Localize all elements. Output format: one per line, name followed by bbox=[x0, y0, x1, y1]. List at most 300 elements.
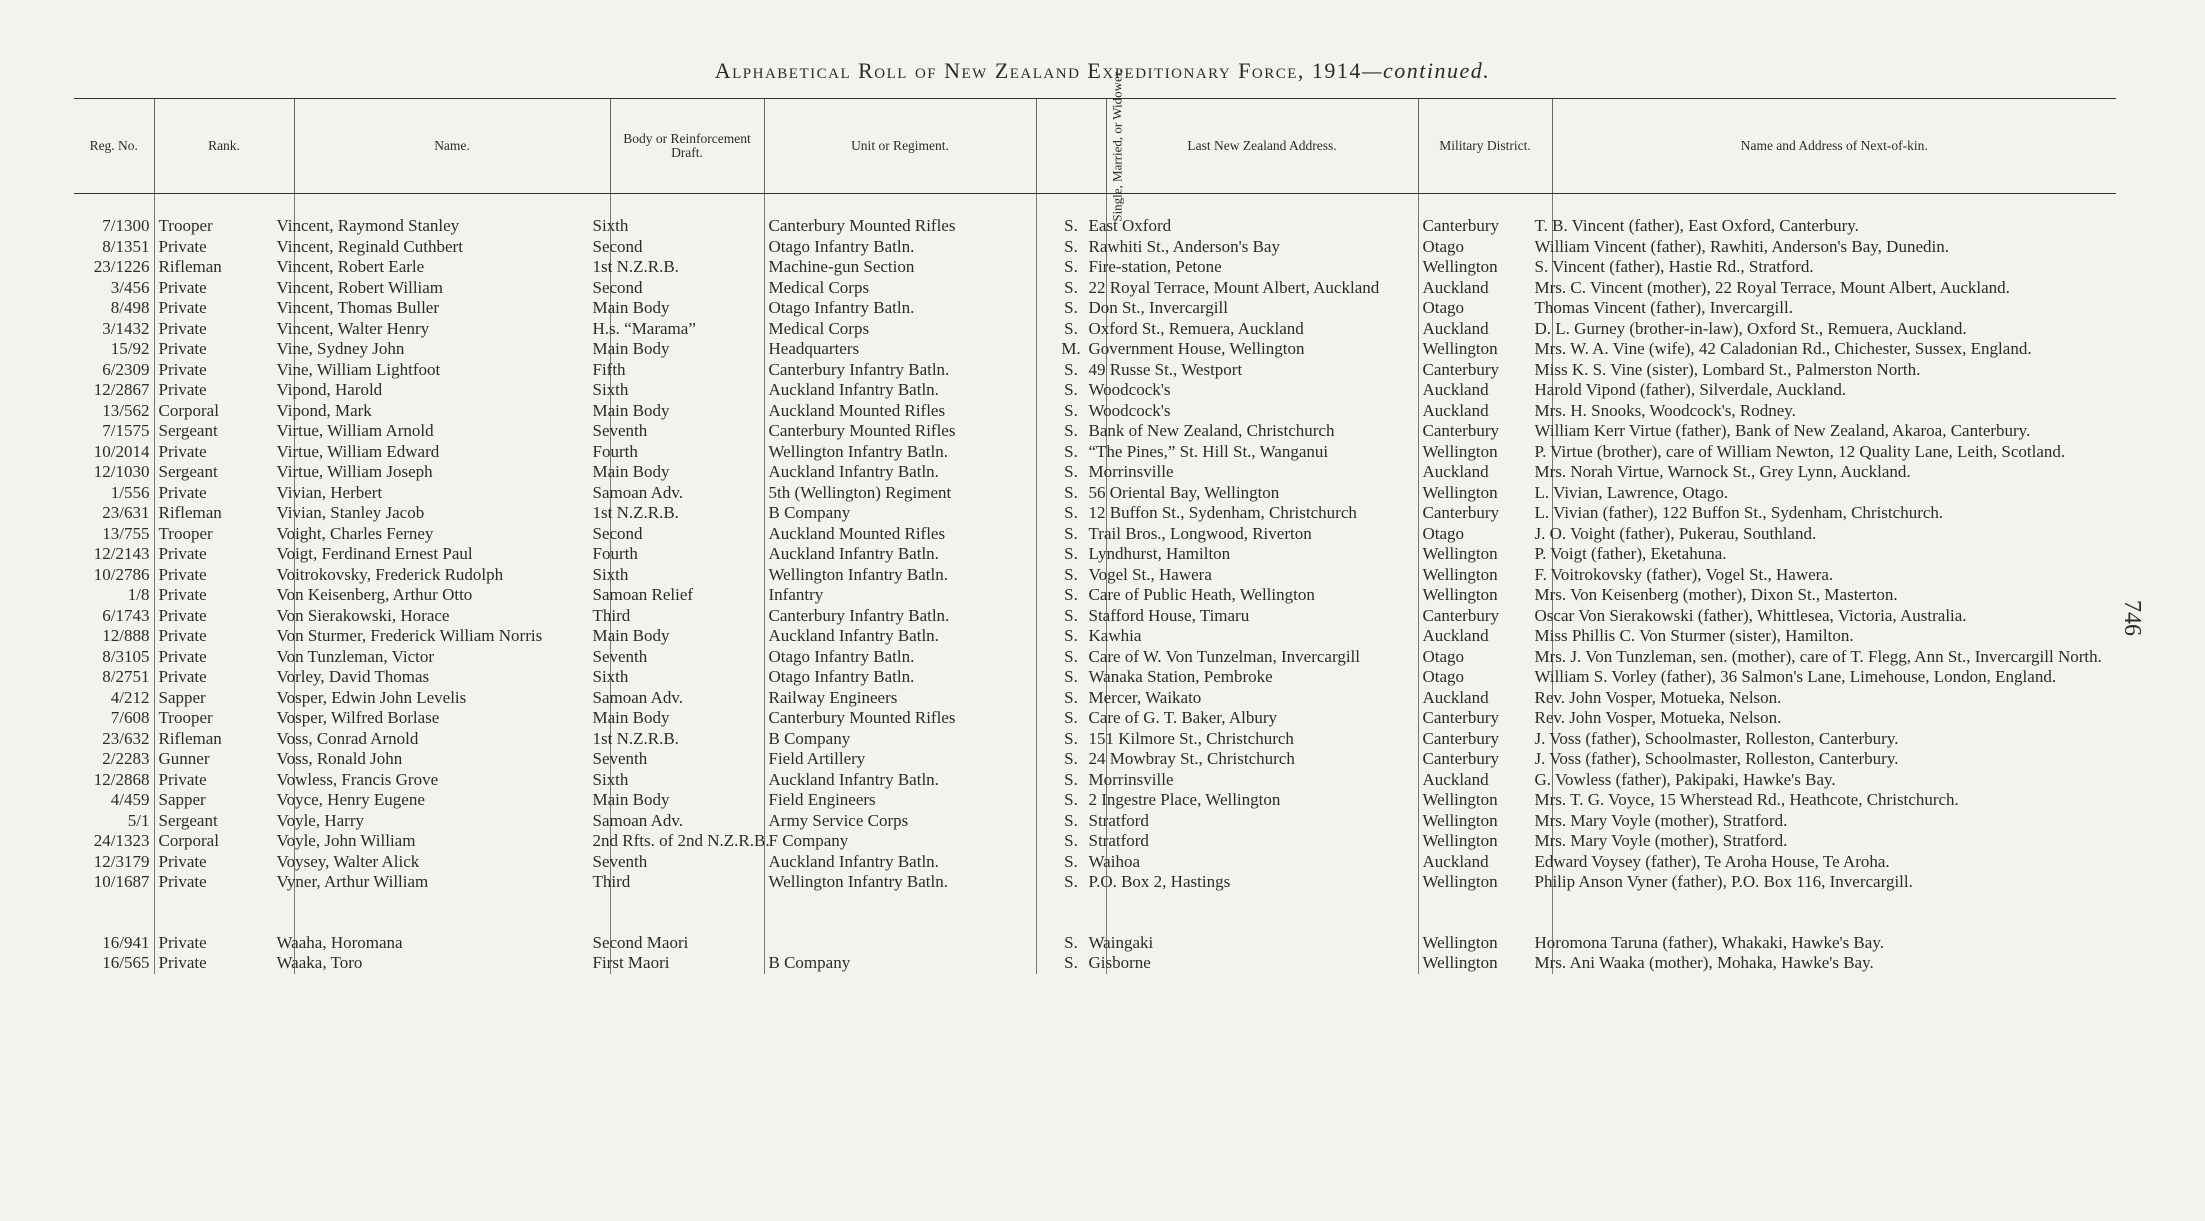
cell-body: 2nd Rfts. of 2nd N.Z.R.B. bbox=[592, 831, 770, 850]
cell-ms: S. bbox=[1036, 626, 1106, 647]
cell-name: Voss, Conrad Arnold bbox=[294, 729, 610, 750]
cell-reg: 4/212 bbox=[110, 687, 150, 707]
cell-reg: 15/92 bbox=[110, 339, 150, 358]
cell-body: Sixth bbox=[610, 565, 764, 586]
cell-body: Third bbox=[610, 606, 764, 627]
table-row bbox=[74, 953, 2116, 974]
cell-address: Rawhiti St., Anderson's Bay bbox=[1106, 237, 1418, 258]
cell-district: Auckland bbox=[1418, 688, 1552, 709]
cell-unit: Railway Engineers bbox=[764, 688, 1036, 709]
table-row bbox=[74, 339, 2116, 360]
cell-unit: Canterbury Mounted Rifles bbox=[764, 421, 1036, 442]
cell-body: Sixth bbox=[610, 667, 764, 688]
cell-body: 1st N.Z.R.B. bbox=[610, 503, 764, 524]
cell-district: Wellington bbox=[1418, 585, 1552, 606]
cell-reg: 12/2867 bbox=[93, 380, 150, 399]
cell-reg: 12/2143 bbox=[93, 544, 150, 563]
cell-kin: Oscar Von Sierakowski (father), Whittlesea, Victoria, Australia. bbox=[1552, 606, 2116, 627]
cell-ms: S. bbox=[1036, 770, 1106, 791]
cell-unit: Auckland Infantry Batln. bbox=[764, 544, 1036, 565]
table-row bbox=[74, 708, 2116, 729]
cell-address: 56 Oriental Bay, Wellington bbox=[1106, 483, 1418, 504]
table-row bbox=[74, 503, 2116, 524]
page-number: 746 bbox=[2119, 600, 2145, 636]
cell-kin: William Kerr Virtue (father), Bank of New Zealand, Akaroa, Canterbury. bbox=[1552, 421, 2116, 442]
cell-reg: 2/2283 bbox=[102, 749, 150, 768]
cell-rank: Private bbox=[154, 626, 294, 647]
cell-unit: Otago Infantry Batln. bbox=[764, 647, 1036, 668]
cell-body: Seventh bbox=[610, 852, 764, 873]
cell-rank: Private bbox=[154, 483, 294, 504]
cell-unit: Canterbury Mounted Rifles bbox=[764, 216, 1036, 237]
cell-ms: S. bbox=[1036, 380, 1106, 401]
cell-body: Samoan Adv. bbox=[610, 688, 764, 709]
cell-kin: Mrs. W. A. Vine (wife), 42 Caladonian Rd., Chichester, Sussex, England. bbox=[1552, 339, 2116, 360]
cell-reg: 4/459 bbox=[110, 790, 150, 809]
cell-kin: Rev. John Vosper, Motueka, Nelson. bbox=[1552, 688, 2116, 709]
table-row bbox=[74, 626, 2116, 647]
cell-body: Samoan Adv. bbox=[610, 483, 764, 504]
table-row bbox=[74, 298, 2116, 319]
cell-address: Don St., Invercargill bbox=[1106, 298, 1418, 319]
cell-reg: 5/1 bbox=[127, 810, 150, 830]
cell-reg: 23/631 bbox=[102, 503, 150, 522]
header-kin: Name and Address of Next-of-kin. bbox=[1552, 99, 2116, 194]
header-reg: Reg. No. bbox=[74, 99, 154, 194]
cell-ms: S. bbox=[1036, 852, 1106, 873]
cell-kin: P. Virtue (brother), care of William Newton, 12 Quality Lane, Leith, Scotland. bbox=[1552, 442, 2116, 463]
cell-kin: William S. Vorley (father), 36 Salmon's Lane, Limehouse, London, England. bbox=[1552, 667, 2116, 688]
cell-address: Vogel St., Hawera bbox=[1106, 565, 1418, 586]
cell-reg: 3/1432 bbox=[102, 318, 150, 338]
cell-unit: Canterbury Infantry Batln. bbox=[764, 606, 1036, 627]
table-row bbox=[74, 770, 2116, 791]
cell-name: Voss, Ronald John bbox=[294, 749, 610, 770]
cell-district: Canterbury bbox=[1418, 729, 1552, 750]
cell-unit: Wellington Infantry Batln. bbox=[764, 872, 1036, 893]
cell-rank: Private bbox=[154, 339, 294, 360]
cell-address: Wanaka Station, Pembroke bbox=[1106, 667, 1418, 688]
cell-district: Auckland bbox=[1418, 401, 1552, 422]
cell-unit: Auckland Mounted Rifles bbox=[764, 401, 1036, 422]
cell-reg: 16/941 bbox=[102, 932, 150, 952]
cell-address: 22 Royal Terrace, Mount Albert, Auckland bbox=[1106, 278, 1418, 299]
cell-name: Vowless, Francis Grove bbox=[294, 770, 610, 791]
cell-address: Gisborne bbox=[1106, 953, 1418, 974]
cell-district: Canterbury bbox=[1418, 606, 1552, 627]
cell-reg: 8/2751 bbox=[102, 667, 150, 686]
cell-address: Fire-station, Petone bbox=[1106, 257, 1418, 278]
header-row bbox=[74, 99, 2116, 194]
cell-unit: B Company bbox=[764, 953, 1036, 974]
cell-district: Wellington bbox=[1418, 544, 1552, 565]
cell-kin: J. Voss (father), Schoolmaster, Rolleston, Canterbury. bbox=[1552, 729, 2116, 750]
cell-rank: Private bbox=[154, 647, 294, 668]
table-row bbox=[74, 811, 2116, 832]
cell-kin: Mrs. Ani Waaka (mother), Mohaka, Hawke's Bay. bbox=[1552, 953, 2116, 974]
cell-unit: Auckland Infantry Batln. bbox=[764, 770, 1036, 791]
table-row bbox=[74, 729, 2116, 750]
cell-rank: Private bbox=[154, 278, 294, 299]
table-row bbox=[74, 462, 2116, 483]
cell-address: Trail Bros., Longwood, Riverton bbox=[1106, 524, 1418, 545]
cell-reg: 8/3105 bbox=[102, 646, 150, 666]
cell-body: Third bbox=[610, 872, 764, 893]
cell-rank: Private bbox=[154, 442, 294, 463]
cell-unit: B Company bbox=[764, 729, 1036, 750]
cell-rank: Private bbox=[154, 237, 294, 258]
cell-ms: S. bbox=[1036, 749, 1106, 770]
cell-name: Vincent, Reginald Cuthbert bbox=[294, 237, 610, 258]
cell-rank: Sapper bbox=[154, 790, 294, 811]
cell-rank: Private bbox=[154, 380, 294, 401]
table-row bbox=[74, 216, 2116, 237]
cell-reg: 8/498 bbox=[110, 298, 150, 317]
cell-unit: Wellington Infantry Batln. bbox=[764, 442, 1036, 463]
cell-ms: S. bbox=[1036, 278, 1106, 299]
cell-body: Seventh bbox=[610, 421, 764, 442]
cell-rank: Rifleman bbox=[154, 729, 294, 750]
cell-body: Sixth bbox=[610, 216, 764, 237]
table-row bbox=[74, 524, 2116, 545]
cell-address: Bank of New Zealand, Christchurch bbox=[1106, 421, 1418, 442]
cell-name: Von Tunzleman, Victor bbox=[294, 647, 610, 668]
cell-name: Voysey, Walter Alick bbox=[294, 852, 610, 873]
cell-district: Wellington bbox=[1418, 442, 1552, 463]
cell-ms: S. bbox=[1036, 585, 1106, 606]
cell-kin: D. L. Gurney (brother-in-law), Oxford St., Remuera, Auckland. bbox=[1552, 319, 2116, 340]
cell-rank: Sergeant bbox=[154, 462, 294, 483]
cell-body: Seventh bbox=[610, 647, 764, 668]
cell-kin: Edward Voysey (father), Te Aroha House, Te Aroha. bbox=[1552, 852, 2116, 873]
cell-kin: Miss K. S. Vine (sister), Lombard St., Palmerston North. bbox=[1552, 360, 2116, 381]
cell-address: P.O. Box 2, Hastings bbox=[1106, 872, 1418, 893]
cell-ms: M. bbox=[1036, 339, 1106, 360]
cell-name: Vipond, Mark bbox=[294, 401, 610, 422]
cell-rank: Rifleman bbox=[154, 503, 294, 524]
cell-kin: T. B. Vincent (father), East Oxford, Canterbury. bbox=[1552, 216, 2116, 237]
cell-address: Woodcock's bbox=[1106, 380, 1418, 401]
cell-rank: Sergeant bbox=[154, 811, 294, 832]
cell-kin: Harold Vipond (father), Silverdale, Auckland. bbox=[1552, 380, 2116, 401]
cell-kin: Philip Anson Vyner (father), P.O. Box 116, Invercargill. bbox=[1552, 872, 2116, 893]
cell-ms: S. bbox=[1036, 647, 1106, 668]
cell-ms: S. bbox=[1036, 729, 1106, 750]
table-row bbox=[74, 852, 2116, 873]
cell-district: Auckland bbox=[1418, 278, 1552, 299]
table-row bbox=[74, 585, 2116, 606]
cell-reg: 12/2868 bbox=[93, 769, 150, 789]
cell-district: Wellington bbox=[1418, 790, 1552, 811]
table-row bbox=[74, 360, 2116, 381]
cell-rank: Corporal bbox=[154, 401, 294, 422]
cell-unit: Wellington Infantry Batln. bbox=[764, 565, 1036, 586]
cell-reg: 12/3179 bbox=[93, 851, 150, 871]
cell-reg: 13/562 bbox=[102, 400, 150, 420]
table-row bbox=[74, 749, 2116, 770]
cell-body: Second bbox=[610, 524, 764, 545]
cell-rank: Private bbox=[154, 933, 294, 954]
table-row bbox=[74, 872, 2116, 893]
cell-ms: S. bbox=[1036, 483, 1106, 504]
cell-kin: Thomas Vincent (father), Invercargill. bbox=[1552, 298, 2116, 319]
table-row bbox=[74, 483, 2116, 504]
cell-ms: S. bbox=[1036, 401, 1106, 422]
cell-ms: S. bbox=[1036, 667, 1106, 688]
cell-district: Wellington bbox=[1418, 953, 1552, 974]
cell-ms: S. bbox=[1036, 237, 1106, 258]
cell-unit: Medical Corps bbox=[764, 278, 1036, 299]
cell-district: Canterbury bbox=[1418, 503, 1552, 524]
cell-body: Sixth bbox=[610, 380, 764, 401]
table-row bbox=[74, 401, 2116, 422]
cell-body: Samoan Relief bbox=[610, 585, 764, 606]
cell-reg: 8/1351 bbox=[102, 236, 150, 256]
cell-ms: S. bbox=[1036, 319, 1106, 340]
cell-address: Stafford House, Timaru bbox=[1106, 606, 1418, 627]
cell-unit: Machine-gun Section bbox=[764, 257, 1036, 278]
cell-name: Voyce, Henry Eugene bbox=[294, 790, 610, 811]
cell-name: Vyner, Arthur William bbox=[294, 872, 610, 893]
cell-address: 151 Kilmore St., Christchurch bbox=[1106, 729, 1418, 750]
header-name: Name. bbox=[294, 99, 610, 194]
cell-address: Morrinsville bbox=[1106, 770, 1418, 791]
cell-body: Fourth bbox=[610, 442, 764, 463]
cell-district: Canterbury bbox=[1418, 708, 1552, 729]
cell-district: Wellington bbox=[1418, 339, 1552, 360]
cell-district: Wellington bbox=[1418, 831, 1552, 852]
cell-unit: Otago Infantry Batln. bbox=[764, 237, 1036, 258]
cell-body: Main Body bbox=[610, 339, 764, 360]
cell-rank: Private bbox=[154, 852, 294, 873]
cell-rank: Private bbox=[154, 872, 294, 893]
table-row bbox=[74, 565, 2116, 586]
cell-reg: 10/2014 bbox=[93, 441, 150, 461]
cell-kin: S. Vincent (father), Hastie Rd., Stratford. bbox=[1552, 257, 2116, 278]
cell-ms: S. bbox=[1036, 953, 1106, 974]
cell-unit: B Company bbox=[764, 503, 1036, 524]
cell-unit: 5th (Wellington) Regiment bbox=[764, 483, 1036, 504]
cell-rank: Trooper bbox=[154, 708, 294, 729]
cell-district: Wellington bbox=[1418, 872, 1552, 893]
header-rank: Rank. bbox=[154, 99, 294, 194]
cell-name: Virtue, William Edward bbox=[294, 442, 610, 463]
cell-district: Canterbury bbox=[1418, 421, 1552, 442]
cell-reg: 13/755 bbox=[102, 523, 150, 543]
cell-kin: Mrs. Von Keisenberg (mother), Dixon St., Masterton. bbox=[1552, 585, 2116, 606]
cell-kin: L. Vivian (father), 122 Buffon St., Sydenham, Christchurch. bbox=[1552, 503, 2116, 524]
cell-district: Canterbury bbox=[1418, 749, 1552, 770]
table-row bbox=[74, 319, 2116, 340]
cell-address: Kawhia bbox=[1106, 626, 1418, 647]
cell-district: Auckland bbox=[1418, 770, 1552, 791]
cell-address: Stratford bbox=[1106, 811, 1418, 832]
cell-name: Virtue, William Arnold bbox=[294, 421, 610, 442]
table-row bbox=[74, 606, 2116, 627]
cell-reg: 6/2309 bbox=[102, 359, 150, 379]
table-row bbox=[74, 688, 2116, 709]
cell-rank: Private bbox=[154, 606, 294, 627]
cell-rank: Rifleman bbox=[154, 257, 294, 278]
cell-district: Wellington bbox=[1418, 565, 1552, 586]
cell-address: 2 Ingestre Place, Wellington bbox=[1106, 790, 1418, 811]
cell-rank: Private bbox=[154, 360, 294, 381]
table-row bbox=[74, 544, 2116, 565]
cell-rank: Sapper bbox=[154, 688, 294, 709]
cell-unit: Canterbury Mounted Rifles bbox=[764, 708, 1036, 729]
cell-body: 1st N.Z.R.B. bbox=[610, 257, 764, 278]
cell-kin: F. Voitrokovsky (father), Vogel St., Hawera. bbox=[1552, 565, 2116, 586]
cell-name: Virtue, William Joseph bbox=[294, 462, 610, 483]
cell-rank: Gunner bbox=[154, 749, 294, 770]
table-row bbox=[74, 237, 2116, 258]
cell-reg: 7/1300 bbox=[102, 216, 150, 235]
cell-unit: Auckland Infantry Batln. bbox=[764, 626, 1036, 647]
cell-body: Samoan Adv. bbox=[610, 811, 764, 832]
table-row bbox=[74, 667, 2116, 688]
cell-name: Vosper, Edwin John Levelis bbox=[294, 688, 610, 709]
title-main: Alphabetical Roll of New Zealand Expeditionary Force, 1914 bbox=[714, 58, 1362, 83]
cell-unit bbox=[764, 933, 1036, 954]
cell-name: Vincent, Thomas Buller bbox=[294, 298, 610, 319]
cell-kin: Mrs. Norah Virtue, Warnock St., Grey Lynn, Auckland. bbox=[1552, 462, 2116, 483]
cell-district: Otago bbox=[1418, 524, 1552, 545]
cell-name: Vorley, David Thomas bbox=[294, 667, 610, 688]
cell-body: H.s. “Marama” bbox=[610, 319, 764, 340]
cell-district: Wellington bbox=[1418, 257, 1552, 278]
cell-address: 24 Mowbray St., Christchurch bbox=[1106, 749, 1418, 770]
cell-unit: Medical Corps bbox=[764, 319, 1036, 340]
cell-kin: Rev. John Vosper, Motueka, Nelson. bbox=[1552, 708, 2116, 729]
cell-rank: Private bbox=[154, 667, 294, 688]
cell-body: 1st N.Z.R.B. bbox=[610, 729, 764, 750]
cell-reg: 24/1323 bbox=[93, 831, 150, 850]
cell-address: Care of G. T. Baker, Albury bbox=[1106, 708, 1418, 729]
cell-ms: S. bbox=[1036, 544, 1106, 565]
cell-ms: S. bbox=[1036, 790, 1106, 811]
cell-kin: Horomona Taruna (father), Whakaki, Hawke's Bay. bbox=[1552, 933, 2116, 954]
cell-name: Von Keisenberg, Arthur Otto bbox=[294, 585, 610, 606]
cell-address: Mercer, Waikato bbox=[1106, 688, 1418, 709]
cell-name: Waaha, Horomana bbox=[294, 933, 610, 954]
cell-name: Voyle, Harry bbox=[294, 811, 610, 832]
cell-kin: Mrs. Mary Voyle (mother), Stratford. bbox=[1552, 831, 2116, 852]
roll-body bbox=[74, 194, 2116, 974]
cell-unit: Otago Infantry Batln. bbox=[764, 667, 1036, 688]
cell-address: Stratford bbox=[1106, 831, 1418, 852]
cell-district: Wellington bbox=[1418, 933, 1552, 954]
cell-unit: Infantry bbox=[764, 585, 1036, 606]
cell-rank: Private bbox=[154, 544, 294, 565]
cell-unit: Field Engineers bbox=[764, 790, 1036, 811]
cell-body: Main Body bbox=[610, 790, 764, 811]
cell-address: “The Pines,” St. Hill St., Wanganui bbox=[1106, 442, 1418, 463]
cell-rank: Private bbox=[154, 565, 294, 586]
cell-unit: Headquarters bbox=[764, 339, 1036, 360]
cell-ms: S. bbox=[1036, 257, 1106, 278]
cell-body: Main Body bbox=[610, 708, 764, 729]
cell-district: Auckland bbox=[1418, 380, 1552, 401]
cell-reg: 1/556 bbox=[110, 482, 150, 502]
cell-district: Auckland bbox=[1418, 319, 1552, 340]
cell-ms: S. bbox=[1036, 872, 1106, 893]
cell-kin: Mrs. C. Vincent (mother), 22 Royal Terrace, Mount Albert, Auckland. bbox=[1552, 278, 2116, 299]
cell-district: Canterbury bbox=[1418, 216, 1552, 237]
cell-body: First Maori bbox=[610, 953, 764, 974]
cell-unit: Otago Infantry Batln. bbox=[764, 298, 1036, 319]
cell-body: Main Body bbox=[610, 462, 764, 483]
cell-unit: Canterbury Infantry Batln. bbox=[764, 360, 1036, 381]
cell-rank: Private bbox=[154, 298, 294, 319]
cell-body: Sixth bbox=[610, 770, 764, 791]
cell-rank: Private bbox=[154, 319, 294, 340]
cell-kin: Miss Phillis C. Von Sturmer (sister), Hamilton. bbox=[1552, 626, 2116, 647]
cell-ms: S. bbox=[1036, 831, 1106, 852]
cell-kin: Mrs. J. Von Tunzleman, sen. (mother), care of T. Flegg, Ann St., Invercargill North. bbox=[1552, 647, 2116, 668]
cell-name: Vincent, Walter Henry bbox=[294, 319, 610, 340]
cell-district: Otago bbox=[1418, 298, 1552, 319]
cell-district: Otago bbox=[1418, 647, 1552, 668]
cell-rank: Corporal bbox=[154, 831, 294, 852]
cell-district: Wellington bbox=[1418, 811, 1552, 832]
cell-rank: Private bbox=[154, 585, 294, 606]
cell-ms: S. bbox=[1036, 606, 1106, 627]
cell-name: Vipond, Harold bbox=[294, 380, 610, 401]
table-row bbox=[74, 257, 2116, 278]
table-row bbox=[74, 831, 2116, 852]
header-unit: Unit or Regiment. bbox=[764, 99, 1036, 194]
cell-reg: 10/2786 bbox=[93, 564, 150, 584]
cell-reg: 16/565 bbox=[102, 953, 150, 972]
cell-ms: S. bbox=[1036, 298, 1106, 319]
cell-rank: Private bbox=[154, 770, 294, 791]
cell-district: Auckland bbox=[1418, 462, 1552, 483]
cell-reg: 7/608 bbox=[110, 708, 150, 727]
cell-name: Vivian, Stanley Jacob bbox=[294, 503, 610, 524]
cell-name: Vine, Sydney John bbox=[294, 339, 610, 360]
cell-ms: S. bbox=[1036, 503, 1106, 524]
cell-ms: S. bbox=[1036, 708, 1106, 729]
cell-ms: S. bbox=[1036, 565, 1106, 586]
cell-ms: S. bbox=[1036, 933, 1106, 954]
cell-address: Oxford St., Remuera, Auckland bbox=[1106, 319, 1418, 340]
cell-reg: 23/632 bbox=[102, 728, 150, 748]
cell-unit: F Company bbox=[764, 831, 1036, 852]
cell-name: Waaka, Toro bbox=[294, 953, 610, 974]
header-district: Military District. bbox=[1418, 99, 1552, 194]
cell-address: Waihoa bbox=[1106, 852, 1418, 873]
cell-name: Voigt, Ferdinand Ernest Paul bbox=[294, 544, 610, 565]
cell-reg: 7/1575 bbox=[102, 421, 150, 440]
cell-rank: Trooper bbox=[154, 216, 294, 237]
cell-address: 12 Buffon St., Sydenham, Christchurch bbox=[1106, 503, 1418, 524]
cell-body: Second bbox=[610, 237, 764, 258]
cell-kin: Mrs. Mary Voyle (mother), Stratford. bbox=[1552, 811, 2116, 832]
table-row bbox=[74, 442, 2116, 463]
cell-district: Otago bbox=[1418, 667, 1552, 688]
cell-address: East Oxford bbox=[1106, 216, 1418, 237]
header-address: Last New Zealand Address. bbox=[1106, 99, 1418, 194]
cell-address: 49 Russe St., Westport bbox=[1106, 360, 1418, 381]
cell-unit: Auckland Infantry Batln. bbox=[764, 380, 1036, 401]
cell-district: Wellington bbox=[1418, 483, 1552, 504]
header-status: Single, Married, or Widower. bbox=[1036, 99, 1106, 194]
cell-reg: 12/888 bbox=[102, 626, 150, 645]
cell-name: Vivian, Herbert bbox=[294, 483, 610, 504]
cell-body: Fourth bbox=[610, 544, 764, 565]
cell-ms: S. bbox=[1036, 462, 1106, 483]
page-title bbox=[0, 58, 2205, 84]
